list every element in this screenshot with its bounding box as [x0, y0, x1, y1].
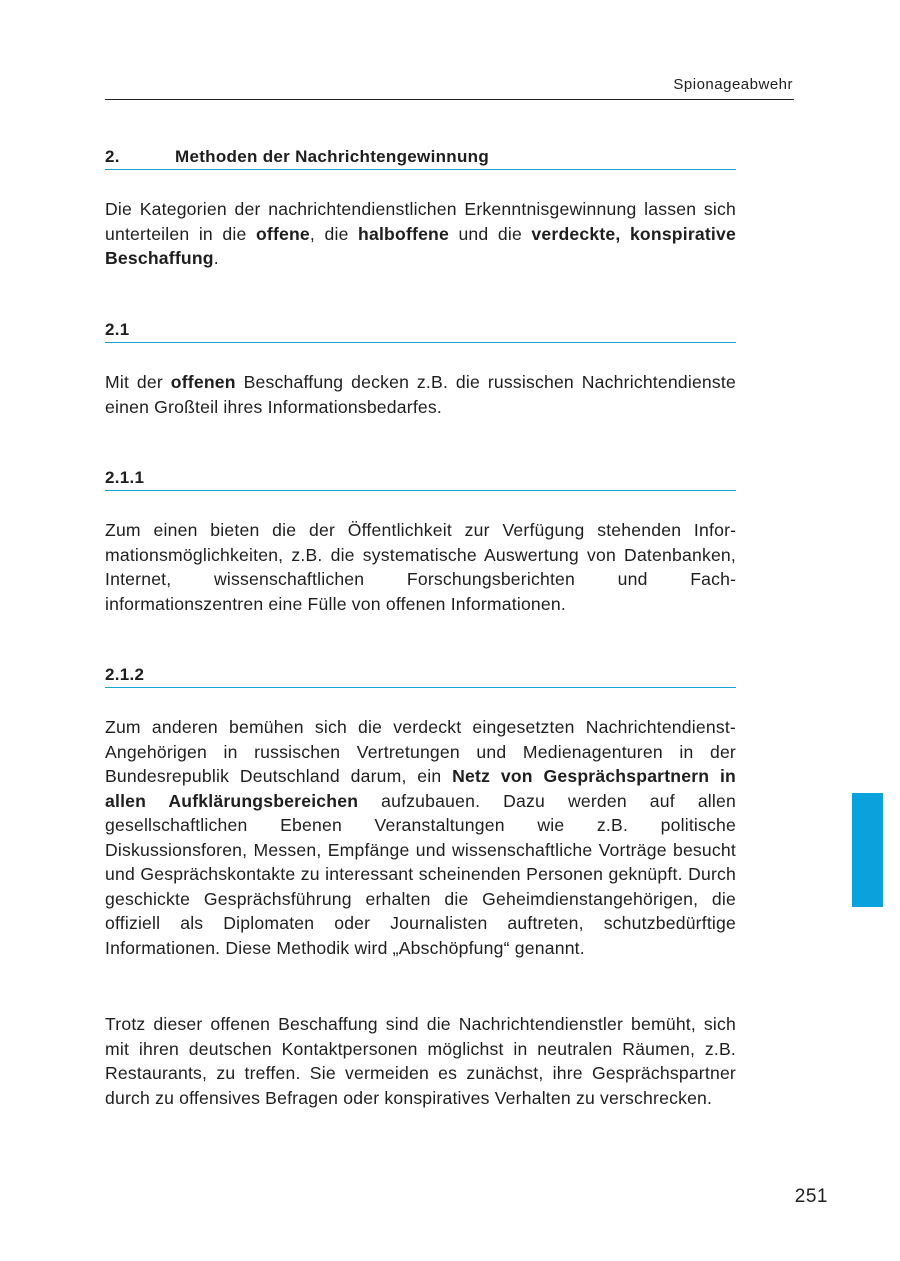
bold-term: offene [255, 223, 310, 244]
text-run: und die [448, 223, 532, 244]
bold-term: Netz von Gesprächspartnern in allen Aufklärungsbereichen [105, 766, 736, 811]
text-run: Mit der [105, 372, 171, 392]
text-run: Zum anderen bemühen sich die verdeckt eingesetzten Nachrichtendienst-Angehörigen in russischen Vertretungen und Medienagenturen in der Bundesrepublik Deutschland darum, ein [105, 717, 736, 786]
section-number: 2.1.1 [105, 468, 145, 487]
section-heading-2-1 [105, 320, 736, 343]
bold-term: verdeckte, konspirative Beschaffung [105, 223, 736, 268]
section-title: Methoden der Nachrichtengewinnung [175, 147, 490, 166]
section-heading-2-1-1 [105, 468, 736, 491]
text-run: . [213, 248, 219, 268]
bold-term: offenen [170, 372, 236, 392]
section-number: 2.1.2 [105, 665, 145, 684]
running-header [105, 76, 794, 100]
paragraph-categories [105, 197, 736, 271]
paragraph-public-sources: Zum einen bieten die der Öffentlichkeit zur Verfügung stehenden Informationsmöglichkeiten, z.B. die systematische Auswertung von Datenbanken, Internet, wissenschaftlichen Forschungsberichten und Fachinformationszentren eine Fülle von offenen Informationen. [105, 520, 736, 614]
paragraph-open-procurement [105, 370, 736, 419]
text-run: aufzubauen. Dazu werden auf allen gesellschaftlichen Ebenen Veranstaltungen wie z.B. politische Diskussionsforen, Messen, Empfänge und wissenschaftliche Vorträge besucht und Gesprächskontakte zu interessant scheinenden Personen geknüpft. Durch geschickte Gesprächsführung erhalten die Geheimdienstangehörigen, die offiziell als Diplomaten oder Journalisten auftreten, schutzbedürftige Informationen. Diese Methodik wird „Abschöpfung“ genannt. [105, 790, 736, 958]
bold-term: halboffene [358, 223, 449, 244]
paragraph-neutral-meetings: Trotz dieser offenen Beschaffung sind die Nachrichtendienstler bemüht, sich mit ihren deutschen Kontaktpersonen möglichst in neutralen Räumen, z.B. Restaurants, zu treffen. Sie vermeiden es zunächst, ihre Gesprächspartner durch zu offensives Befragen oder konspiratives Verhalten zu verschrecken. [105, 1014, 736, 1108]
section-number: 2. [105, 147, 120, 166]
chapter-tab-marker [852, 793, 883, 907]
page-number: 251 [794, 1186, 828, 1207]
paragraph-contact-network [105, 715, 736, 960]
section-heading-2 [105, 147, 736, 170]
text-run: Die Kategorien der nachrichtendienstlichen Erkenntnisgewinnung lassen sich unterteilen in die [105, 199, 736, 244]
section-number: 2.1 [105, 320, 130, 339]
running-header-title: Spionageabwehr [673, 76, 793, 93]
section-heading-2-1-2 [105, 665, 736, 688]
text-run: Beschaffung decken z.B. die russischen Nachrichtendienste einen Großteil ihres Informationsbedarfes. [105, 372, 736, 417]
text-run: , die [309, 223, 359, 244]
